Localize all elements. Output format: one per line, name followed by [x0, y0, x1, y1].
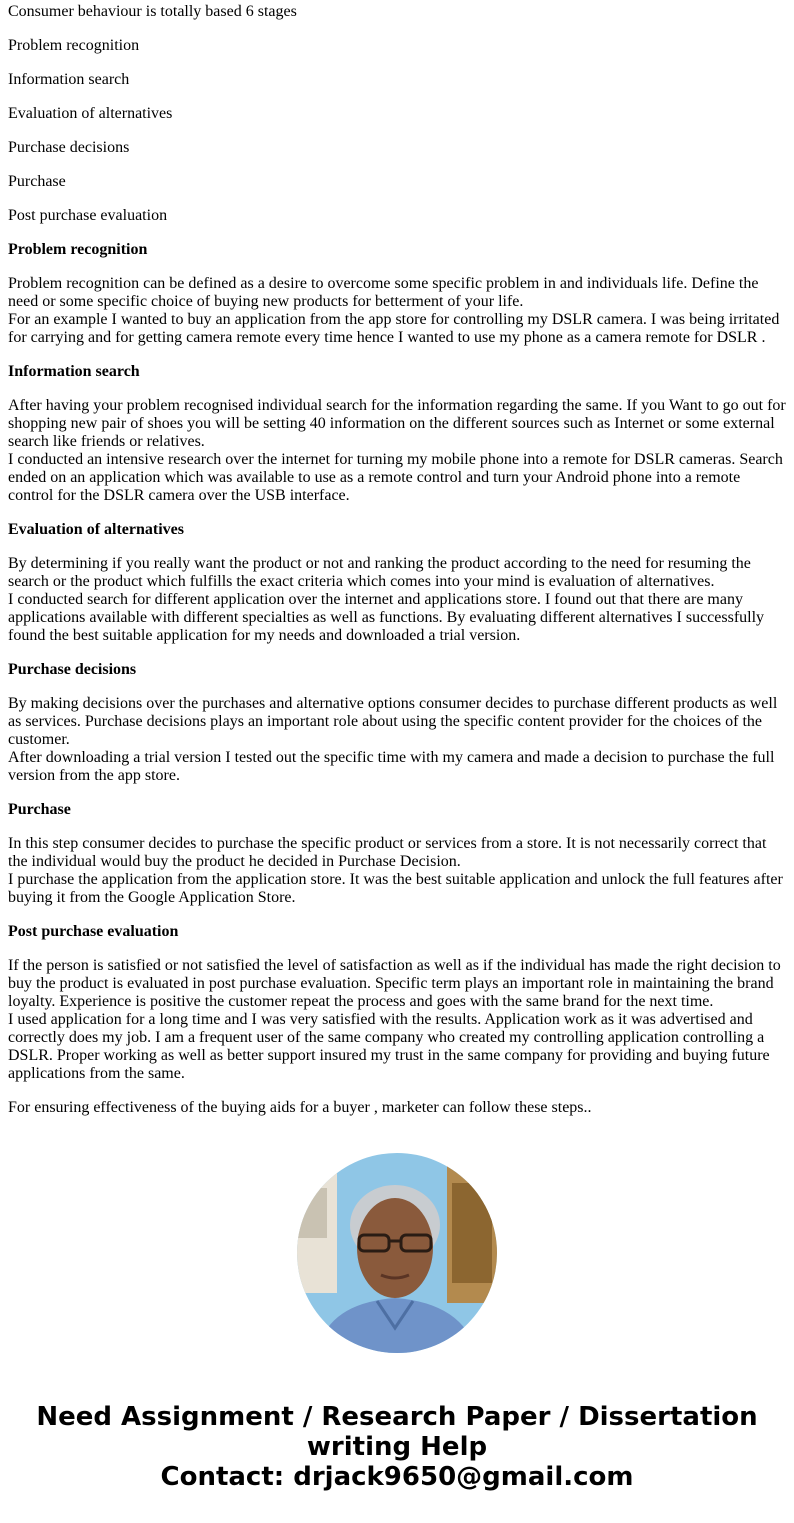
contact-footer	[0, 1402, 794, 1492]
stage-item: Problem recognition	[8, 37, 140, 54]
stage-item: Purchase	[8, 173, 66, 190]
section-heading: Evaluation of alternatives	[8, 521, 184, 538]
section-paragraph	[8, 835, 786, 907]
section-example: For an example I wanted to buy an application from the app store for controlling my DSLR camera. I was being irritated for carrying and for getting camera remote every time hence I wanted to use my phone as a camera remote for DSLR .	[8, 311, 780, 346]
section-paragraph	[8, 397, 786, 505]
footer-contact: Contact: drjack9650@gmail.com	[160, 1462, 634, 1492]
section-heading: Problem recognition	[8, 241, 148, 258]
section-text: After having your problem recognised individual search for the information regarding the same. If you Want to go out for shopping new pair of shoes you will be setting 40 information on the different sources such as Internet or some external search like friends or relatives.	[8, 397, 786, 450]
stage-item: Evaluation of alternatives	[8, 105, 173, 122]
section-text: In this step consumer decides to purchase the specific product or services from a store. It is not necessarily correct that the individual would buy the product he decided in Purchase Decision.	[8, 835, 767, 870]
stage-item: Post purchase evaluation	[8, 207, 168, 224]
section-example: I purchase the application from the application store. It was the best suitable application and unlock the full features after buying it from the Google Application Store.	[8, 871, 783, 906]
intro-text: Consumer behaviour is totally based 6 stages	[8, 3, 297, 20]
footer-subheadline: writing Help	[306, 1432, 488, 1462]
stage-item: Information search	[8, 71, 130, 88]
section-example: After downloading a trial version I tested out the specific time with my camera and made a decision to purchase the full version from the app store.	[8, 749, 775, 784]
section-paragraph	[8, 555, 786, 645]
section-example: I used application for a long time and I was very satisfied with the results. Application work as it was advertised and correctly does my job. I am a frequent user of the same company who created my controlling application controlling a DSLR. Proper working as well as better support insured my trust in the same company for providing and buying future applications from the same.	[8, 1011, 770, 1082]
author-photo-icon	[297, 1153, 497, 1353]
section-paragraph	[8, 695, 786, 785]
author-avatar	[297, 1153, 497, 1353]
section-heading: Purchase	[8, 801, 71, 818]
section-heading: Information search	[8, 363, 140, 380]
section-paragraph	[8, 275, 786, 347]
section-paragraph	[8, 957, 786, 1083]
footer-headline: Need Assignment / Research Paper / Dissertation	[36, 1402, 758, 1432]
section-text: By making decisions over the purchases and alternative options consumer decides to purchase different products as well as services. Purchase decisions plays an important role about using the specific content provider for the choices of the customer.	[8, 695, 778, 748]
section-text: If the person is satisfied or not satisfied the level of satisfaction as well as if the individual has made the right decision to buy the product is evaluated in post purchase evaluation. Specific term plays an important role in maintaining the brand loyalty. Experience is positive the customer repeat the process and goes with the same brand for the next time.	[8, 957, 781, 1010]
article-body	[8, 0, 786, 1133]
closing-text: For ensuring effectiveness of the buying aids for a buyer , marketer can follow these steps..	[8, 1099, 592, 1116]
section-text: Problem recognition can be defined as a desire to overcome some specific problem in and individuals life. Define the need or some specific choice of buying new products for betterment of your life.	[8, 275, 759, 310]
section-text: By determining if you really want the product or not and ranking the product according to the need for resuming the search or the product which fulfills the exact criteria which comes into your mind is evaluation of alternatives.	[8, 555, 751, 590]
section-example: I conducted search for different application over the internet and applications store. I found out that there are many applications available with different specialties as well as functions. By evaluating different alternatives I successfully found the best suitable application for my needs and downloaded a trial version.	[8, 591, 765, 644]
section-heading: Post purchase evaluation	[8, 923, 179, 940]
stage-item: Purchase decisions	[8, 139, 130, 156]
section-heading: Purchase decisions	[8, 661, 137, 678]
section-example: I conducted an intensive research over the internet for turning my mobile phone into a remote for DSLR cameras. Search ended on an application which was available to use as a remote control and turn your Android phone into a remote control for the DSLR camera over the USB interface.	[8, 451, 783, 504]
